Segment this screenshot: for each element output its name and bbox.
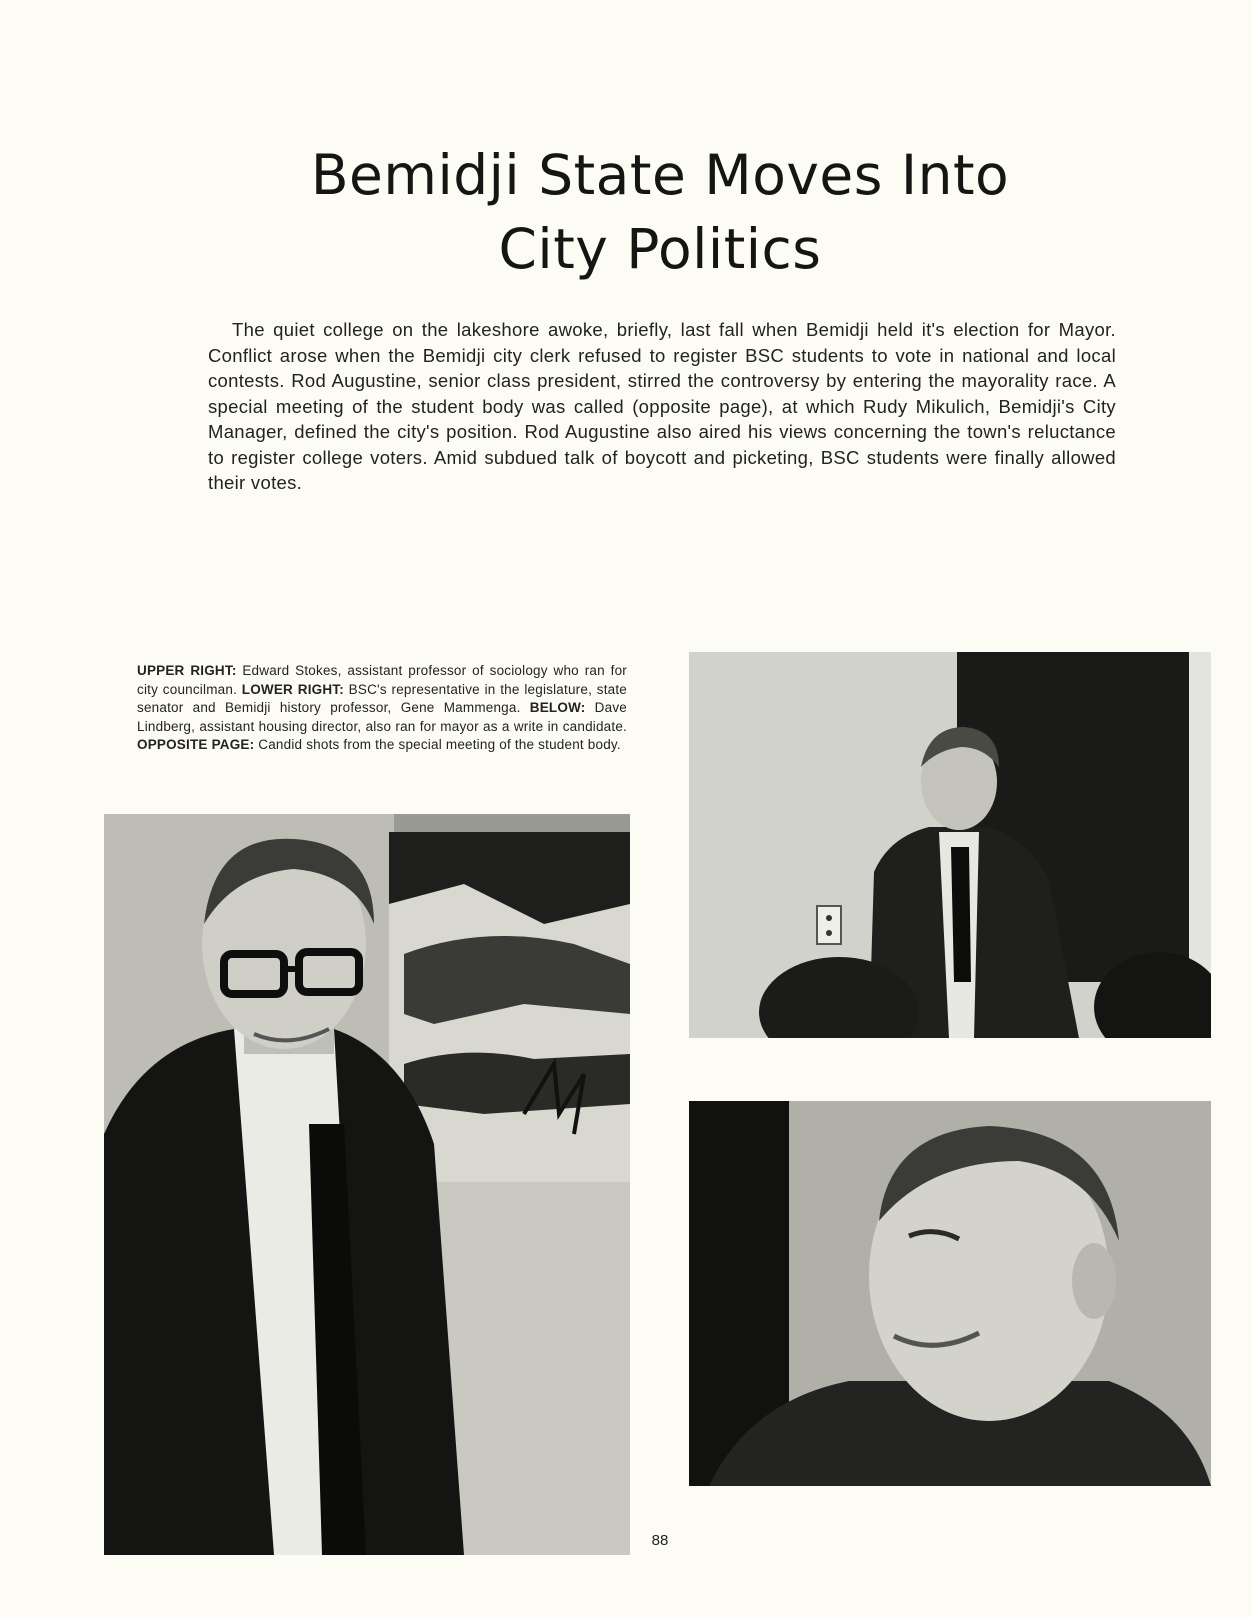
page-number: 88: [651, 1532, 669, 1549]
photo-dave-lindberg: [104, 814, 630, 1555]
photo-edward-stokes: [689, 652, 1211, 1038]
caption-text-opposite-page: Candid shots from the special meeting of the student body.: [254, 737, 621, 752]
caption-label-lower-right: LOWER RIGHT:: [241, 681, 344, 697]
page-title: [200, 138, 1120, 286]
caption-label-below: BELOW:: [529, 700, 586, 715]
title-line-1: Bemidji State Moves Into: [310, 143, 1010, 207]
caption-label-opposite-page: OPPOSITE PAGE:: [137, 737, 255, 752]
caption-text-lower-right: BSC's representative in the legislature, state senator and Bemidji history professor, Gene Mammenga.: [137, 681, 628, 715]
title-line-2: City Politics: [498, 217, 822, 281]
photo-gene-mammenga: [689, 1101, 1211, 1486]
photo-upper-right-image: [689, 652, 1211, 1038]
caption-label-upper-right: UPPER RIGHT:: [137, 663, 237, 678]
intro-paragraph: The quiet college on the lakeshore awoke, briefly, last fall when Bemidji held it's election for Mayor. Conflict arose when the Bemidji city clerk refused to register BSC students to vote in national and local contests. Rod Augustine, senior class president, stirred the controversy by entering the mayorality race. A special meeting of the student body was called (opposite page), at which Rudy Mikulich, Bemidji's City Manager, defined the city's position. Rod Augustine also aired his views concerning the town's reluctance to register college voters. Amid subdued talk of boycott and picketing, BSC students were finally allowed their votes.: [208, 319, 1116, 493]
caption-text-upper-right: Edward Stokes, assistant professor of sociology who ran for city councilman.: [137, 663, 627, 697]
photo-lower-right-image: [689, 1101, 1211, 1486]
photo-left-image: [104, 814, 630, 1555]
photo-caption: [137, 662, 627, 755]
caption-text-below: Dave Lindberg, assistant housing director, also ran for mayor as a write in candidate.: [137, 700, 627, 734]
